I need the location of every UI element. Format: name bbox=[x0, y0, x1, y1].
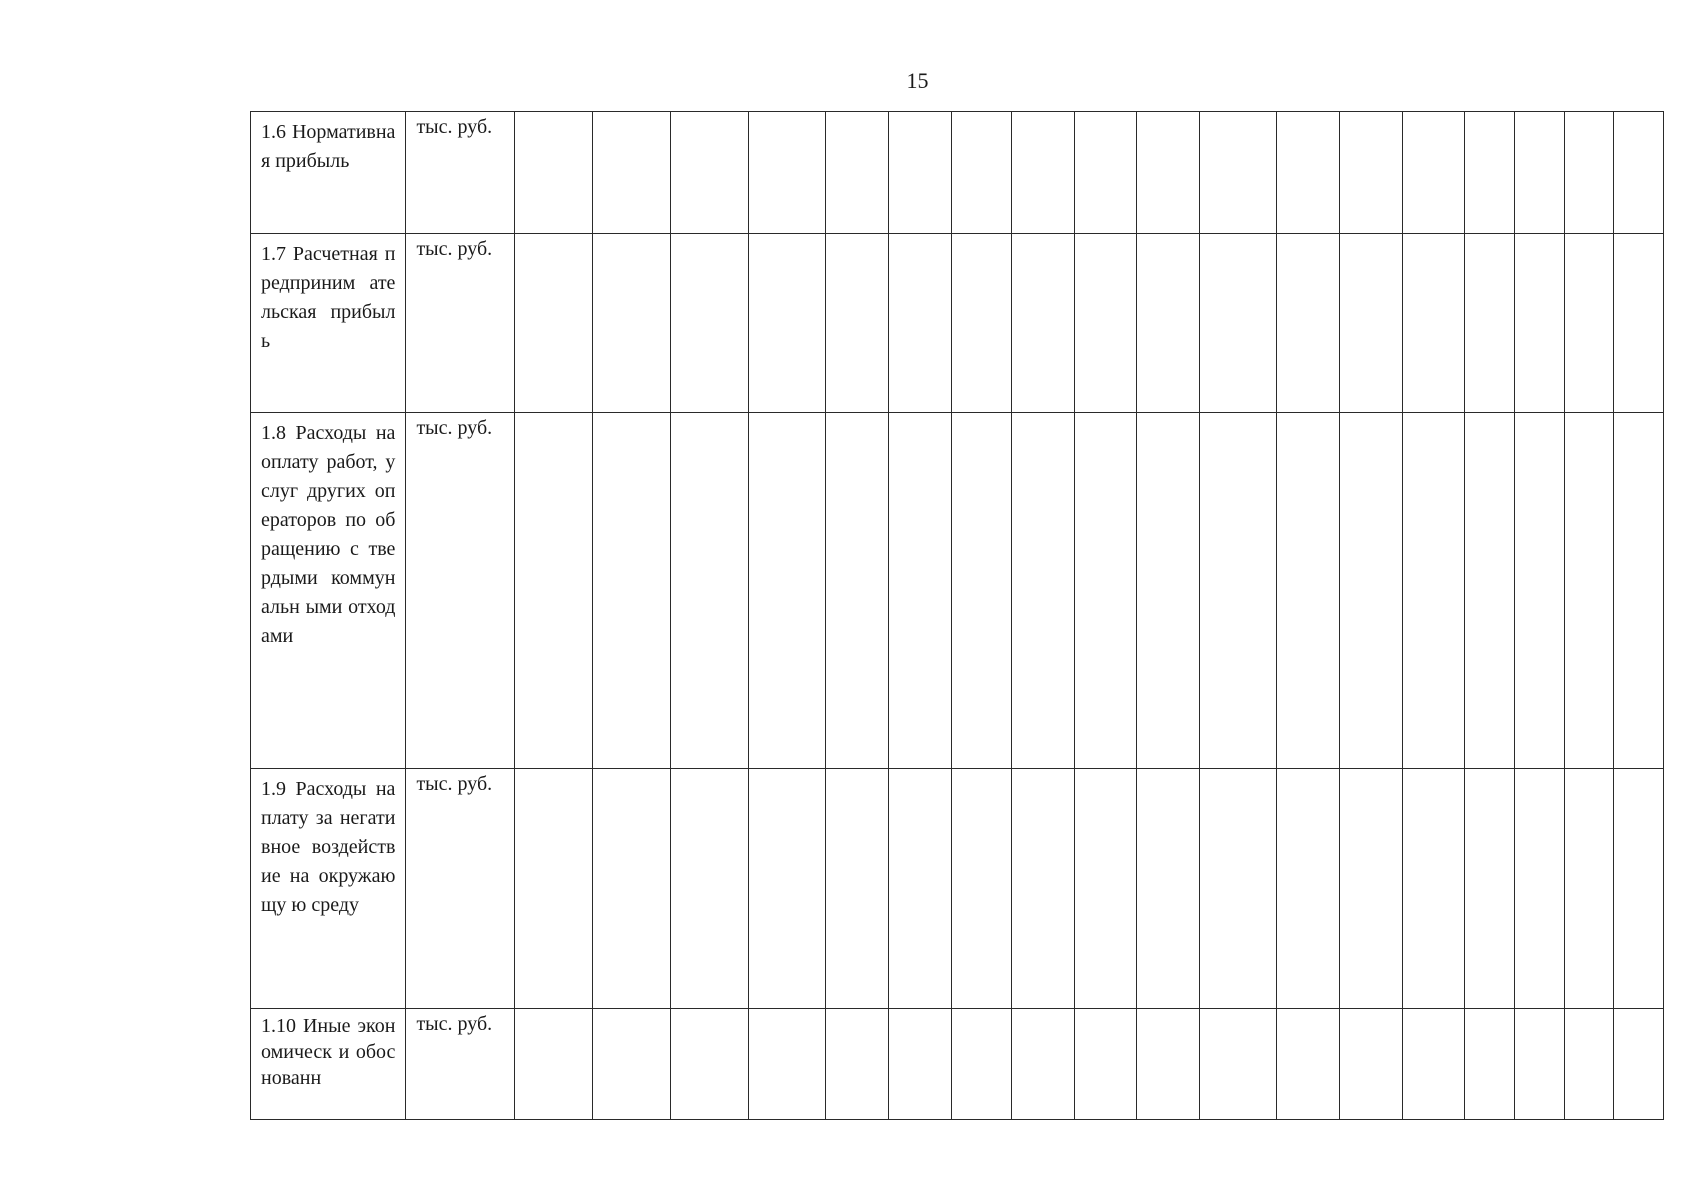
empty-value-cell bbox=[1614, 1009, 1664, 1120]
empty-value-cell bbox=[1199, 112, 1277, 234]
empty-value-cell bbox=[888, 413, 951, 769]
empty-value-cell bbox=[1277, 413, 1340, 769]
empty-value-cell bbox=[515, 1009, 593, 1120]
empty-value-cell bbox=[1465, 769, 1515, 1009]
empty-value-cell bbox=[1514, 112, 1564, 234]
empty-value-cell bbox=[670, 413, 748, 769]
empty-value-cell bbox=[1137, 769, 1200, 1009]
empty-value-cell bbox=[826, 112, 889, 234]
empty-value-cell bbox=[1137, 1009, 1200, 1120]
empty-value-cell bbox=[888, 112, 951, 234]
empty-value-cell bbox=[670, 769, 748, 1009]
empty-value-cell bbox=[1137, 413, 1200, 769]
indicators-table bbox=[250, 111, 1664, 1120]
empty-value-cell bbox=[888, 234, 951, 413]
empty-value-cell bbox=[1340, 234, 1403, 413]
table-row bbox=[251, 413, 1664, 769]
row-indicator-name: 1.7 Расчетная предприним ательская прибыль bbox=[251, 234, 406, 413]
table-row bbox=[251, 234, 1664, 413]
empty-value-cell bbox=[1402, 234, 1465, 413]
empty-value-cell bbox=[951, 1009, 1011, 1120]
empty-value-cell bbox=[1614, 234, 1664, 413]
empty-value-cell bbox=[1402, 769, 1465, 1009]
row-unit: тыс. руб. bbox=[406, 769, 515, 1009]
empty-value-cell bbox=[1514, 1009, 1564, 1120]
empty-value-cell bbox=[593, 1009, 671, 1120]
empty-value-cell bbox=[515, 769, 593, 1009]
empty-value-cell bbox=[888, 1009, 951, 1120]
empty-value-cell bbox=[1465, 234, 1515, 413]
empty-value-cell bbox=[1514, 769, 1564, 1009]
empty-value-cell bbox=[670, 234, 748, 413]
empty-value-cell bbox=[1277, 234, 1340, 413]
empty-value-cell bbox=[748, 413, 826, 769]
empty-value-cell bbox=[1564, 1009, 1614, 1120]
empty-value-cell bbox=[951, 234, 1011, 413]
empty-value-cell bbox=[748, 112, 826, 234]
empty-value-cell bbox=[1614, 769, 1664, 1009]
empty-value-cell bbox=[1402, 413, 1465, 769]
empty-value-cell bbox=[1137, 234, 1200, 413]
empty-value-cell bbox=[1402, 112, 1465, 234]
empty-value-cell bbox=[1614, 112, 1664, 234]
empty-value-cell bbox=[1074, 413, 1137, 769]
row-indicator-name: 1.9 Расходы на плату за негативное воздействие на окружающу ю среду bbox=[251, 769, 406, 1009]
row-unit: тыс. руб. bbox=[406, 1009, 515, 1120]
empty-value-cell bbox=[1011, 413, 1074, 769]
empty-value-cell bbox=[1465, 112, 1515, 234]
row-unit: тыс. руб. bbox=[406, 413, 515, 769]
empty-value-cell bbox=[888, 769, 951, 1009]
empty-value-cell bbox=[1011, 112, 1074, 234]
empty-value-cell bbox=[515, 413, 593, 769]
empty-value-cell bbox=[1074, 769, 1137, 1009]
empty-value-cell bbox=[1011, 769, 1074, 1009]
row-indicator-name: 1.10 Иные экономическ и обоснованн bbox=[251, 1009, 406, 1120]
empty-value-cell bbox=[515, 112, 593, 234]
empty-value-cell bbox=[593, 112, 671, 234]
empty-value-cell bbox=[593, 413, 671, 769]
empty-value-cell bbox=[1340, 112, 1403, 234]
empty-value-cell bbox=[951, 112, 1011, 234]
table-row bbox=[251, 112, 1664, 234]
empty-value-cell bbox=[1465, 413, 1515, 769]
empty-value-cell bbox=[951, 413, 1011, 769]
table-row bbox=[251, 769, 1664, 1009]
empty-value-cell bbox=[826, 769, 889, 1009]
empty-value-cell bbox=[593, 234, 671, 413]
empty-value-cell bbox=[593, 769, 671, 1009]
row-unit: тыс. руб. bbox=[406, 112, 515, 234]
empty-value-cell bbox=[1011, 1009, 1074, 1120]
empty-value-cell bbox=[1465, 1009, 1515, 1120]
empty-value-cell bbox=[1199, 1009, 1277, 1120]
table-row bbox=[251, 1009, 1664, 1120]
empty-value-cell bbox=[1564, 234, 1614, 413]
empty-value-cell bbox=[1514, 413, 1564, 769]
empty-value-cell bbox=[826, 1009, 889, 1120]
empty-value-cell bbox=[515, 234, 593, 413]
empty-value-cell bbox=[1074, 1009, 1137, 1120]
empty-value-cell bbox=[748, 769, 826, 1009]
empty-value-cell bbox=[748, 1009, 826, 1120]
empty-value-cell bbox=[748, 234, 826, 413]
row-indicator-name: 1.6 Нормативна я прибыль bbox=[251, 112, 406, 234]
empty-value-cell bbox=[670, 1009, 748, 1120]
empty-value-cell bbox=[951, 769, 1011, 1009]
empty-value-cell bbox=[1074, 234, 1137, 413]
empty-value-cell bbox=[1277, 112, 1340, 234]
empty-value-cell bbox=[1277, 769, 1340, 1009]
empty-value-cell bbox=[1340, 769, 1403, 1009]
empty-value-cell bbox=[1199, 769, 1277, 1009]
empty-value-cell bbox=[670, 112, 748, 234]
empty-value-cell bbox=[826, 413, 889, 769]
empty-value-cell bbox=[1614, 413, 1664, 769]
empty-value-cell bbox=[1340, 413, 1403, 769]
empty-value-cell bbox=[1074, 112, 1137, 234]
empty-value-cell bbox=[1402, 1009, 1465, 1120]
empty-value-cell bbox=[1564, 112, 1614, 234]
empty-value-cell bbox=[1514, 234, 1564, 413]
row-indicator-name: 1.8 Расходы на оплату работ, услуг других операторов по обращению с твердыми коммунальн ыми отходами bbox=[251, 413, 406, 769]
row-unit: тыс. руб. bbox=[406, 234, 515, 413]
empty-value-cell bbox=[1137, 112, 1200, 234]
empty-value-cell bbox=[1564, 413, 1614, 769]
empty-value-cell bbox=[1277, 1009, 1340, 1120]
empty-value-cell bbox=[1564, 769, 1614, 1009]
empty-value-cell bbox=[1199, 234, 1277, 413]
empty-value-cell bbox=[1199, 413, 1277, 769]
empty-value-cell bbox=[1011, 234, 1074, 413]
page-number: 15 bbox=[906, 68, 929, 93]
empty-value-cell bbox=[826, 234, 889, 413]
empty-value-cell bbox=[1340, 1009, 1403, 1120]
